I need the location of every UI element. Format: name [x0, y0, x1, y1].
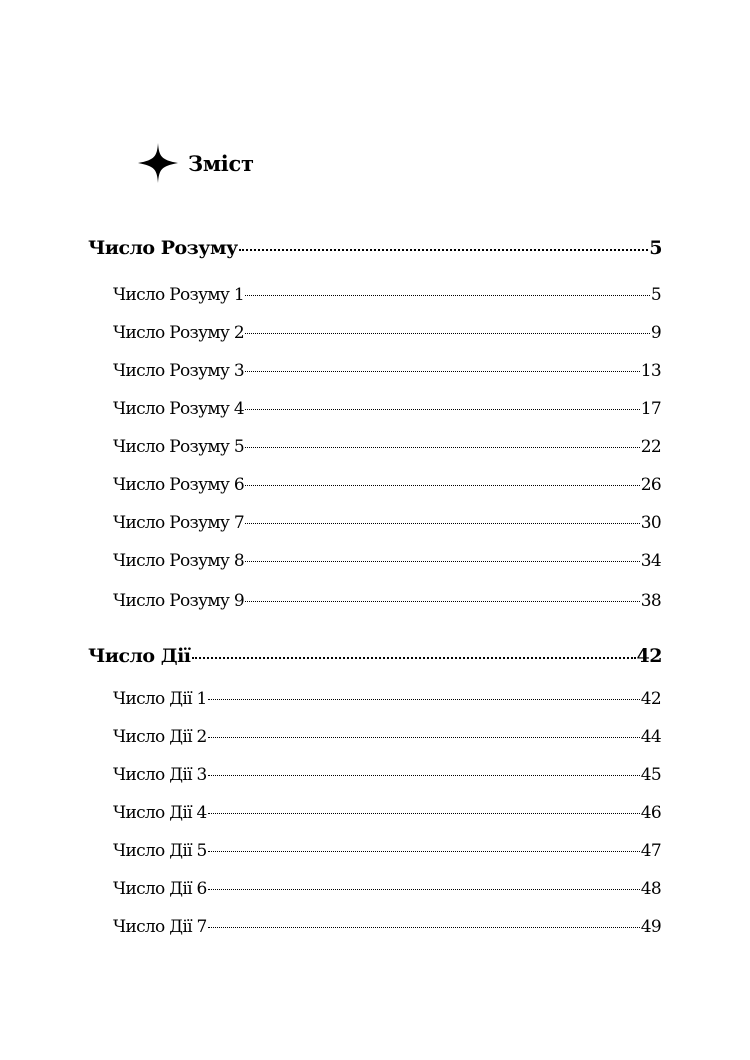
toc-entry-label: Число Розуму 7: [113, 513, 245, 533]
dot-leader: [208, 725, 640, 742]
dot-leader: [208, 915, 640, 932]
toc-page-number: 42: [640, 689, 661, 709]
toc-section-title: Число Дії: [88, 645, 191, 667]
toc-entry-label: Число Розуму 6: [113, 475, 245, 495]
toc-page-number: 13: [640, 361, 661, 381]
toc-entry-label: Число Дії 2: [113, 727, 207, 747]
toc-entry-label: Число Розуму 9: [113, 591, 245, 611]
toc-entry[interactable]: [113, 687, 661, 709]
toc-page-number: 22: [640, 437, 661, 457]
toc-entry[interactable]: [113, 763, 661, 785]
toc-page-number: 26: [640, 475, 661, 495]
toc-page-number: 48: [640, 879, 661, 899]
toc-entry-label: Число Дії 3: [113, 765, 207, 785]
toc-page-number: 9: [650, 323, 661, 343]
toc-section-0[interactable]: [88, 235, 662, 259]
dot-leader: [245, 359, 640, 376]
toc-entry[interactable]: [113, 397, 661, 419]
toc-entry-label: Число Дії 1: [113, 689, 207, 709]
dot-leader: [245, 549, 640, 566]
dot-leader: [208, 687, 640, 704]
toc-entry-label: Число Розуму 1: [113, 285, 245, 305]
toc-page-number: 49: [640, 917, 661, 937]
toc-entry[interactable]: [113, 321, 661, 343]
dot-leader: [208, 839, 640, 856]
toc-entry-label: Число Розуму 8: [113, 551, 245, 571]
toc-entry[interactable]: [113, 473, 661, 495]
toc-entry-label: Число Дії 5: [113, 841, 207, 861]
toc-section-title: Число Розуму: [88, 237, 238, 259]
page-title: Зміст: [188, 150, 254, 176]
toc-entry[interactable]: [113, 435, 661, 457]
dot-leader: [239, 235, 649, 254]
toc-entry[interactable]: [113, 725, 661, 747]
toc-page-number: 44: [640, 727, 661, 747]
toc-page-number: 45: [640, 765, 661, 785]
toc-entry-label: Число Розуму 2: [113, 323, 245, 343]
dot-leader: [245, 589, 640, 606]
toc-entry[interactable]: [113, 589, 661, 611]
toc-entry-label: Число Дії 4: [113, 803, 207, 823]
toc-entry[interactable]: [113, 359, 661, 381]
dot-leader: [245, 435, 640, 452]
toc-entry-label: Число Розуму 3: [113, 361, 245, 381]
toc-entry-label: Число Розуму 5: [113, 437, 245, 457]
toc-entry[interactable]: [113, 915, 661, 937]
dot-leader: [208, 801, 640, 818]
dot-leader: [192, 643, 636, 662]
toc-entry[interactable]: [113, 549, 661, 571]
dot-leader: [208, 877, 640, 894]
toc-page-number: 46: [640, 803, 661, 823]
toc-page-number: 5: [650, 285, 661, 305]
dot-leader: [208, 763, 640, 780]
toc-entry[interactable]: [113, 877, 661, 899]
dot-leader: [245, 473, 640, 490]
dot-leader: [245, 283, 650, 300]
toc-entry[interactable]: [113, 839, 661, 861]
toc-page-number: 30: [640, 513, 661, 533]
toc-entry[interactable]: [113, 801, 661, 823]
toc-entry[interactable]: [113, 283, 661, 305]
toc-entry-label: Число Дії 6: [113, 879, 207, 899]
dot-leader: [245, 321, 650, 338]
dot-leader: [245, 397, 640, 414]
toc-page-number: 5: [649, 237, 662, 259]
dot-leader: [245, 511, 640, 528]
toc-page-number: 34: [640, 551, 661, 571]
toc-entry-label: Число Дії 7: [113, 917, 207, 937]
toc-page-number: 42: [636, 645, 662, 667]
toc-section-1[interactable]: [88, 643, 662, 667]
toc-entry[interactable]: [113, 511, 661, 533]
toc-entry-label: Число Розуму 4: [113, 399, 245, 419]
toc-page-number: 47: [640, 841, 661, 861]
toc-page-number: 17: [640, 399, 661, 419]
toc-page-number: 38: [640, 591, 661, 611]
